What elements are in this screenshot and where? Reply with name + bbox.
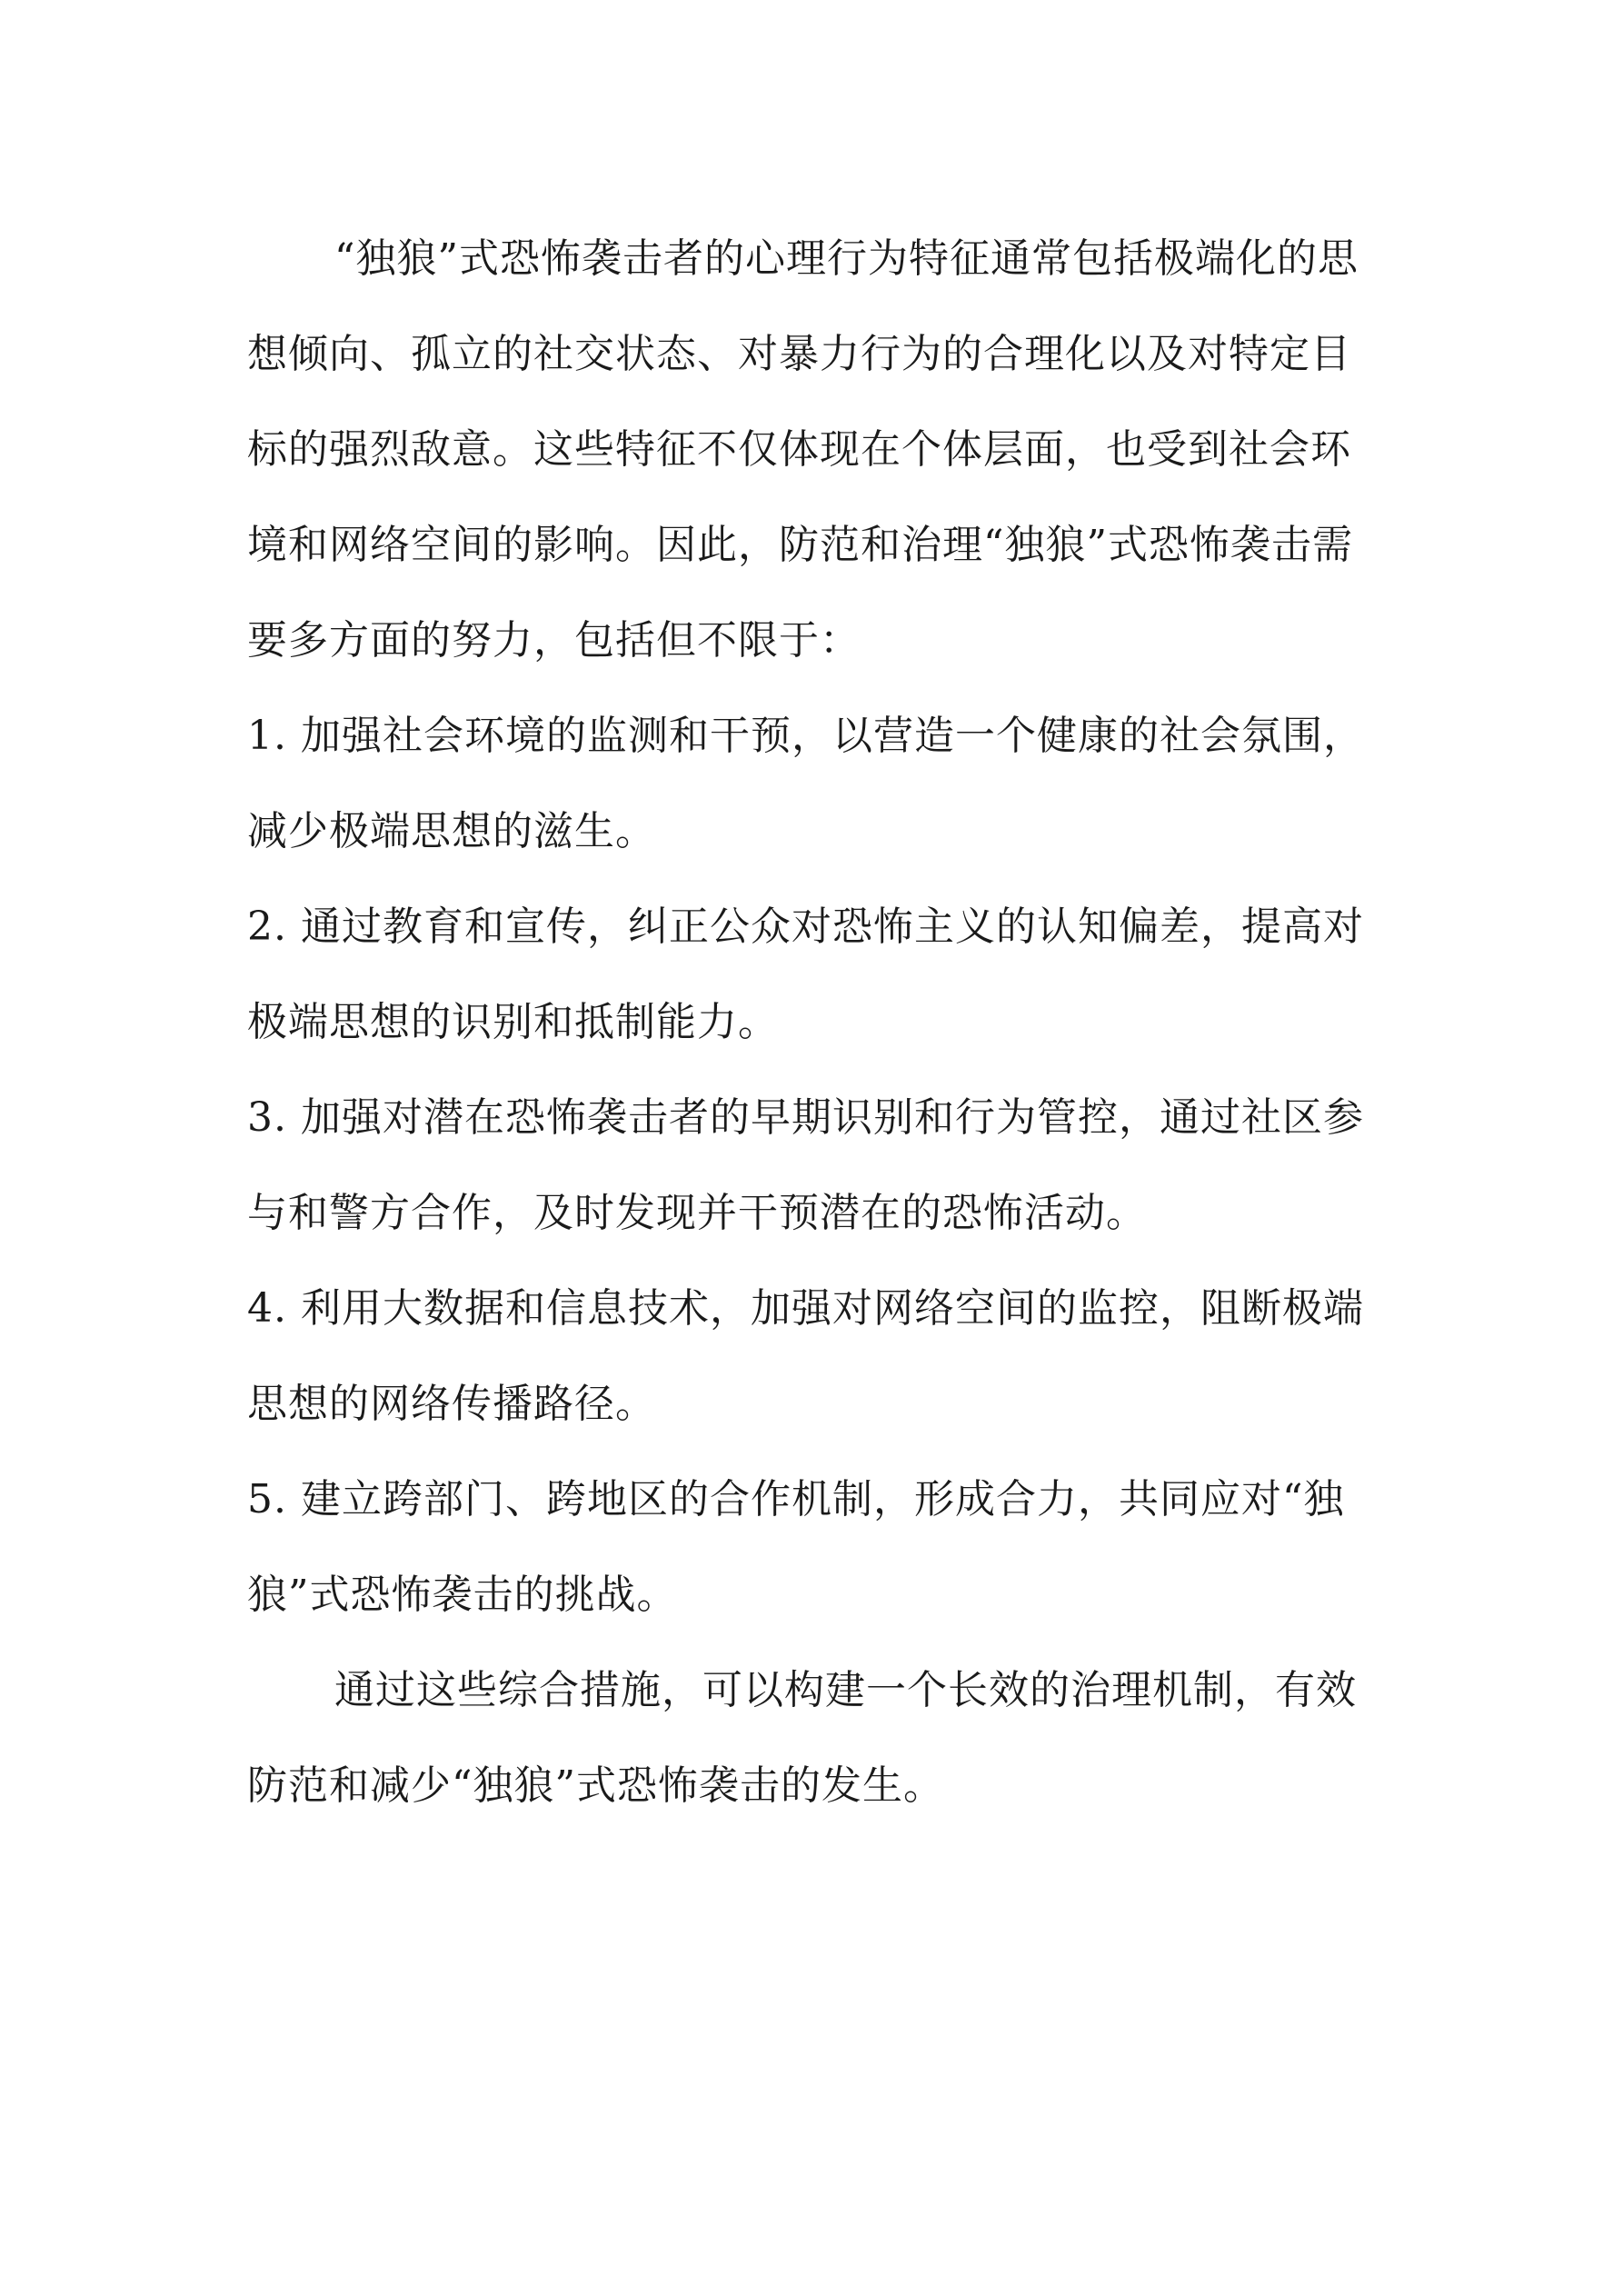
list-item-text: 利用大数据和信息技术，加强对网络空间的监控，阻断极端思想的网络传播路径。 [247,1285,1364,1427]
list-item-number: 5. [247,1476,287,1522]
list-item [247,688,1383,879]
list-item-number: 4. [247,1285,287,1332]
intro-paragraph: “独狼”式恐怖袭击者的心理行为特征通常包括极端化的思想倾向、孤立的社交状态、对暴力行为的合理化以及对特定目标的强烈敌意。这些特征不仅体现在个体层面，也受到社会环境和网络空间的影响。因此，防范和治理“独狼”式恐怖袭击需要多方面的努力，包括但不限于： [247,235,1359,664]
measures-list [247,688,1383,1642]
list-item-text: 加强社会环境的监测和干预，以营造一个健康的社会氛围，减少极端思想的滋生。 [247,713,1364,854]
closing-paragraph: 通过这些综合措施，可以构建一个长效的治理机制，有效防范和减少“独狼”式恐怖袭击的发生。 [247,1667,1357,1809]
list-item [247,1452,1383,1642]
list-item [247,1070,1383,1261]
list-item-text: 加强对潜在恐怖袭击者的早期识别和行为管控，通过社区参与和警方合作，及时发现并干预潜在的恐怖活动。 [247,1094,1364,1236]
list-item-number: 1. [247,713,287,759]
list-item [247,1261,1383,1452]
list-item [247,879,1383,1070]
document-body [247,211,1383,1833]
list-item-text: 通过教育和宣传，纠正公众对恐怖主义的认知偏差，提高对极端思想的识别和抵制能力。 [247,903,1364,1045]
list-item-number: 3. [247,1094,287,1141]
list-item-number: 2. [247,903,287,950]
list-item-text: 建立跨部门、跨地区的合作机制，形成合力，共同应对“独狼”式恐怖袭击的挑战。 [247,1476,1345,1618]
